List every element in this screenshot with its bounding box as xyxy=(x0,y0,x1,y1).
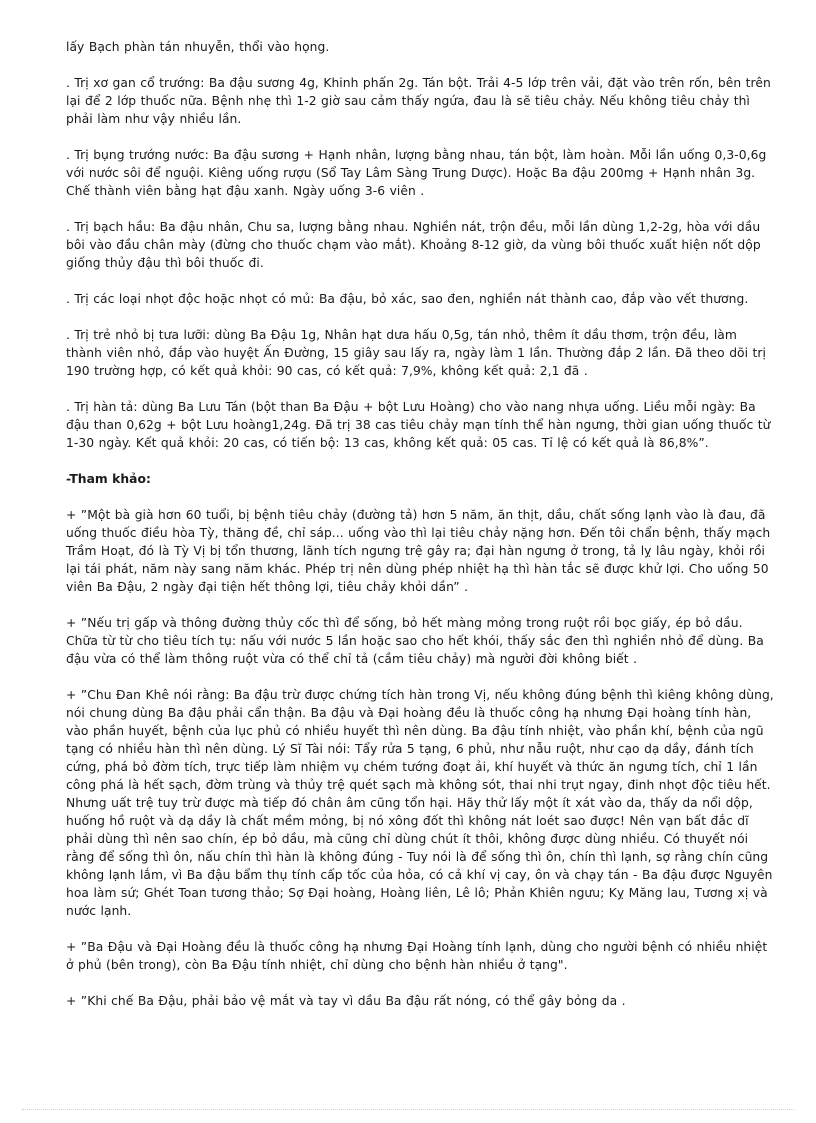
reference-paragraph-2: + ”Nếu trị gấp và thông đường thủy cốc thì để sống, bỏ hết màng mỏng trong ruột rồi bọc giấy, ép bỏ dầu. Chữa từ từ cho tiêu tích tụ: nấu với nước 5 lần hoặc sao cho hết khói, thấy sắc đen thì nghiền nhỏ để dùng. Ba đậu vừa có thể làm thông ruột vừa có thể chỉ tả (cầm tiêu chảy) mà người đời không biết . xyxy=(66,616,764,666)
paragraph-continuation: lấy Bạch phàn tán nhuyễn, thổi vào họng. xyxy=(66,40,330,54)
reference-paragraph-1: + ”Một bà già hơn 60 tuổi, bị bệnh tiêu chảy (đường tả) hơn 5 năm, ăn thịt, dầu, chất sống lạnh vào là đau, đã uống thuốc điều hòa Tỳ, thăng đề, chỉ sáp... uống vào thì lại tiêu chảy nặng hơn. Đến tôi chẩn bệnh, thấy mạch Trầm Hoạt, đó là Tỳ Vị bị tổn thương, lãnh tích ngưng trệ gây ra; đại hàn ngưng ở trong, tả lỵ lâu ngày, khỏi rồi lại tái phát, năm này sang năm khác. Phép trị nên dùng phép nhiệt hạ thì hàn tắc sẽ được khử lợi. Cho uống 50 viên Ba Đậu, 2 ngày đại tiện hết thông lợi, tiêu chảy khỏi dần” . xyxy=(66,508,771,594)
paragraph-han-ta: . Trị hàn tả: dùng Ba Lưu Tán (bột than Ba Đậu + bột Lưu Hoàng) cho vào nang nhựa uống. Liều mỗi ngày: Ba đậu than 0,62g + bột Lưu hoàng1,24g. Đã trị 38 cas tiêu chảy mạn tính thể hàn ngưng, thời gian uống thuốc từ 1-30 ngày. Kết quả khỏi: 20 cas, có tiến bộ: 13 cas, không kết quả: 05 cas. Tỉ lệ có kết quả là 86,8%”. xyxy=(66,400,771,450)
reference-paragraph-4: + ”Ba Đậu và Đại Hoàng đều là thuốc công hạ nhưng Đại Hoàng tính lạnh, dùng cho người bệnh có nhiều nhiệt ở phủ (bên trong), còn Ba Đậu tính nhiệt, chỉ dùng cho bệnh hàn nhiều ở tạng". xyxy=(66,940,768,972)
paragraph-xo-gan: . Trị xơ gan cổ trướng: Ba đậu sương 4g, Khinh phấn 2g. Tán bột. Trải 4-5 lớp trên vải, đặt vào trên rốn, bên trên lại để 2 lớp thuốc nữa. Bệnh nhẹ thì 1-2 giờ sau cảm thấy ngứa, đau là sẽ tiêu chảy. Nếu không tiêu chảy thì phải làm như vậy nhiều lần. xyxy=(66,76,771,126)
paragraph-bach-hau: . Trị bạch hầu: Ba đậu nhân, Chu sa, lượng bằng nhau. Nghiền nát, trộn đều, mỗi lần dùng 1,2-2g, hòa với dầu bôi vào đầu chân mày (đừng cho thuốc chạm vào mắt). Khoảng 8-12 giờ, da vùng bôi thuốc xuất hiện nốt dộp giống thủy đậu thì bôi thuốc đi. xyxy=(66,220,761,270)
paragraph-bung-truong-nuoc: . Trị bụng trướng nước: Ba đậu sương + Hạnh nhân, lượng bằng nhau, tán bột, làm hoàn. Mỗi lần uống 0,3-0,6g với nước sôi để nguội. Kiêng uống rượu (Sổ Tay Lâm Sàng Trung Dược). Hoặc Ba đậu 200mg + Hạnh nhân 3g. Chế thành viên bằng hạt đậu xanh. Ngày uống 3-6 viên . xyxy=(66,148,767,198)
section-heading-tham-khao: -Tham khảo: xyxy=(66,472,151,486)
page-bottom-divider xyxy=(22,1109,794,1110)
document-body xyxy=(66,38,776,1028)
reference-paragraph-5: + ”Khi chế Ba Đậu, phải bảo vệ mắt và tay vì dầu Ba đậu rất nóng, có thể gây bỏng da . xyxy=(66,994,626,1008)
paragraph-tua-luoi: . Trị trẻ nhỏ bị tưa lưỡi: dùng Ba Đậu 1g, Nhân hạt dưa hấu 0,5g, tán nhỏ, thêm ít dầu thơm, trộn đều, làm thành viên nhỏ, đắp vào huyệt Ấn Đường, 15 giây sau lấy ra, ngày làm 1 lần. Thường đắp 2 lần. Đã theo dõi trị 190 trường hợp, có kết quả khỏi: 90 cas, có kết quả: 7,9%, không kết quả: 2,1 đã . xyxy=(66,328,766,378)
paragraph-nhot-doc: . Trị các loại nhọt độc hoặc nhọt có mủ: Ba đậu, bỏ xác, sao đen, nghiền nát thành cao, đắp vào vết thương. xyxy=(66,292,749,306)
reference-paragraph-3: + ”Chu Đan Khê nói rằng: Ba đậu trừ được chứng tích hàn trong Vị, nếu không đúng bệnh thì kiêng không dùng, nói chung dùng Ba đậu phải cẩn thận. Ba đậu và Đại hoàng đều là thuốc công hạ nhưng Đại hoàng tính hàn, vào phần huyết, bệnh của lục phủ có nhiều huyết thì nên dùng. Ba đậu tính nhiệt, vào phần khí, bệnh của ngũ tạng có nhiều hàn thì nên dùng. Lý Sĩ Tài nói: Tẩy rửa 5 tạng, 6 phủ, như nẫu ruột, như cạo dạ dầy, đánh tích cứng, phá bỏ đờm tích, trực tiếp làm nhiệm vụ chém tướng đoạt ải, khí huyết và thức ăn ngưng tích, chỉ 1 lần công phá là hết sạch, đờm trùng và thủy trệ quét sạch mà không sót, thai nhi trụt ngay, đinh nhọt độc tiêu hết. Nhưng uất trệ tuy trừ được mà tiếp đó chân âm cũng tổn hại. Hãy thử lấy một ít xát vào da, thấy da nổi dộp, huống hồ ruột và dạ dầy là chất mềm mỏng, bị nó xông đốt thì không nát loét sao được! Nên vạn bất đắc dĩ phải dùng thì nên sao chín, ép bỏ dầu, mà cũng chỉ dùng chút ít thôi, không được dùng nhiều. Có thuyết nói rằng để sống thì ôn, nấu chín thì hàn là không đúng - Tuy nói là để sống thì ôn, chín thì lạnh, sợ rằng chín cũng không lạnh lắm, vì Ba đậu bẩm thụ tính cấp tốc của hỏa, có cả khí vị cay, ôn và chạy tán - Ba đậu được Nguyên hoa làm sứ; Ghét Toan tương thảo; Sợ Đại hoàng, Hoàng liên, Lê lô; Phản Khiên ngưu; Kỵ Măng lau, Tương xị và nước lạnh. xyxy=(66,688,774,918)
